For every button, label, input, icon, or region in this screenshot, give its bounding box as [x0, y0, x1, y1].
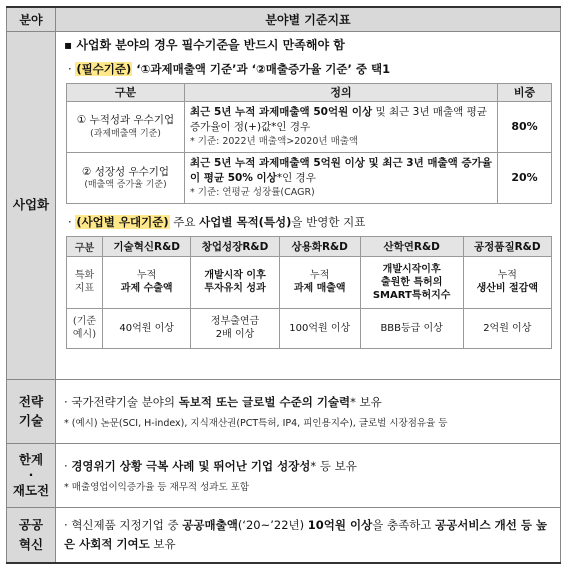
weight-value: 80%	[498, 101, 552, 152]
row-public-innovation: 공공 혁신 · 혁신제품 지정기업 중 공공매출액(‘20~’22년) 10억원 이상을 충족하고 공공서비스 개선 등 높은 사회적 기여도 보유	[7, 507, 561, 563]
table-row: ① 누적성과 우수기업 (과제매출액 기준) 최근 5년 누적 과제매출액 50억원 이상 및 최근 3년 매출액 평균 증가율이 정(+)값*인 경우 * 기준: 2022년 매출액>2020년 매출액 80%	[67, 101, 552, 152]
preferred-criteria-table: 구분 기술혁신R&D 창업성장R&D 상용화R&D 산학연R&D 공정품질R&D 특화 지표 누적 과제 수출액 개발시작 이후 투자유치 성과 누적 과제 매출액 개발시작이후 출원한 특허의 SMART특허지수 누적 생산비 절감액 (기준 예시) 40억원 이상 정부출연금 2배 이상 100억원 이상 BBB등급 이상 2억원 이상	[66, 236, 552, 349]
header-category: 분야	[7, 7, 56, 31]
row-rechallenge: 한계 · 재도전 · 경영위기 상황 극복 사례 및 뛰어난 기업 성장성* 등 보유 * 매출영업이익증가율 등 재무적 성과도 포함	[7, 443, 561, 507]
table-row: ② 성장성 우수기업 (매출액 증가율 기준) 최근 5년 누적 과제매출액 5억원 이상 및 최근 3년 매출액 증가율이 평균 50% 이상*인 경우 * 기준: 연평균 성장률(CAGR) 20%	[67, 152, 552, 203]
preferred-criteria: · (사업별 우대기준) 주요 사업별 목적(특성)을 반영한 지표	[68, 214, 366, 229]
mandatory-note: 사업화 분야의 경우 필수기준을 반드시 만족해야 함	[76, 37, 345, 52]
header-criteria: 분야별 기준지표	[56, 7, 561, 31]
t1-header-weight: 비중	[498, 83, 552, 101]
t1-header-type: 구분	[67, 83, 185, 101]
row-label-indicator: 특화 지표	[67, 256, 103, 308]
t1-header-definition: 정의	[185, 83, 498, 101]
category-rechallenge: 한계 · 재도전	[7, 443, 56, 507]
criteria-table	[6, 6, 561, 564]
table-row: (기준 예시) 40억원 이상 정부출연금 2배 이상 100억원 이상 BBB등급 이상 2억원 이상	[67, 308, 552, 348]
required-criteria-table	[66, 83, 552, 204]
row-commercialization: 사업화 ▪ 사업화 분야의 경우 필수기준을 반드시 만족해야 함 · (필수기준) ‘①과제매출액 기준’과 ‘②매출증가율 기준’ 중 택1 구분 정의 비중 ① 누적성과 우수기업 (과제매출액 기준) 최근 5년 누적 과제매출액 50억원 이상 및 최근 3년 매출액 평균 증가율이 정(+)값*인 경우 * 기준: 2022년 매출액>2020년 매출액 80% ② 성장성 우수기업 (매출액 증가율 기준) 최근 5년 누적 과제매출액 5억원 이상 및 최근 3년 매출액 증가율이 평균 50% 이상*인 경우 * 기준: 연평균 성장률(CAGR) 20% · (사업별 우대기준) 주요 사업별 목적(특성)을 반영한 지표 구분 기술혁신R&D 창업성장R&D 상용화R&D 산학연R&D 공정품질R&D 특화 지표 누적 과제 수출액 개발시작 이후 투자유치 성과 누적 과제 매출액 개발시작이후 출원한 특허의 SMART특허지수 누적 생산비 절감액 (기준 예시) 40억원 이상 정부출연금 2배 이상 100억원 이상 BBB등급 이상 2억원 이상	[7, 31, 561, 379]
rechallenge-note: * 매출영업이익증가율 등 재무적 성과도 포함	[64, 482, 250, 494]
weight-value: 20%	[498, 152, 552, 203]
category-commercialization: 사업화	[7, 31, 56, 379]
category-public-innovation: 공공 혁신	[7, 507, 56, 563]
row-strategic-tech: 전략 기술 · 국가전략기술 분야의 독보적 또는 글로벌 수준의 기술력* 보유 * (예시) 논문(SCI, H-index), 지식재산권(PCT특허, IP4, 피인용지수), 글로벌 시장점유율 등	[7, 379, 561, 443]
preferred-tag: (사업별 우대기준)	[76, 214, 169, 229]
required-tag: (필수기준)	[76, 61, 132, 76]
required-criteria: · (필수기준) ‘①과제매출액 기준’과 ‘②매출증가율 기준’ 중 택1	[68, 61, 391, 76]
header-row	[7, 7, 561, 31]
category-strategic-tech: 전략 기술	[7, 379, 56, 443]
table-row: 특화 지표 누적 과제 수출액 개발시작 이후 투자유치 성과 누적 과제 매출액 개발시작이후 출원한 특허의 SMART특허지수 누적 생산비 절감액	[67, 256, 552, 308]
row-label-example: (기준 예시)	[67, 308, 103, 348]
strategy-note: * (예시) 논문(SCI, H-index), 지식재산권(PCT특허, IP4, 피인용지수), 글로벌 시장점유율 등	[64, 418, 448, 430]
